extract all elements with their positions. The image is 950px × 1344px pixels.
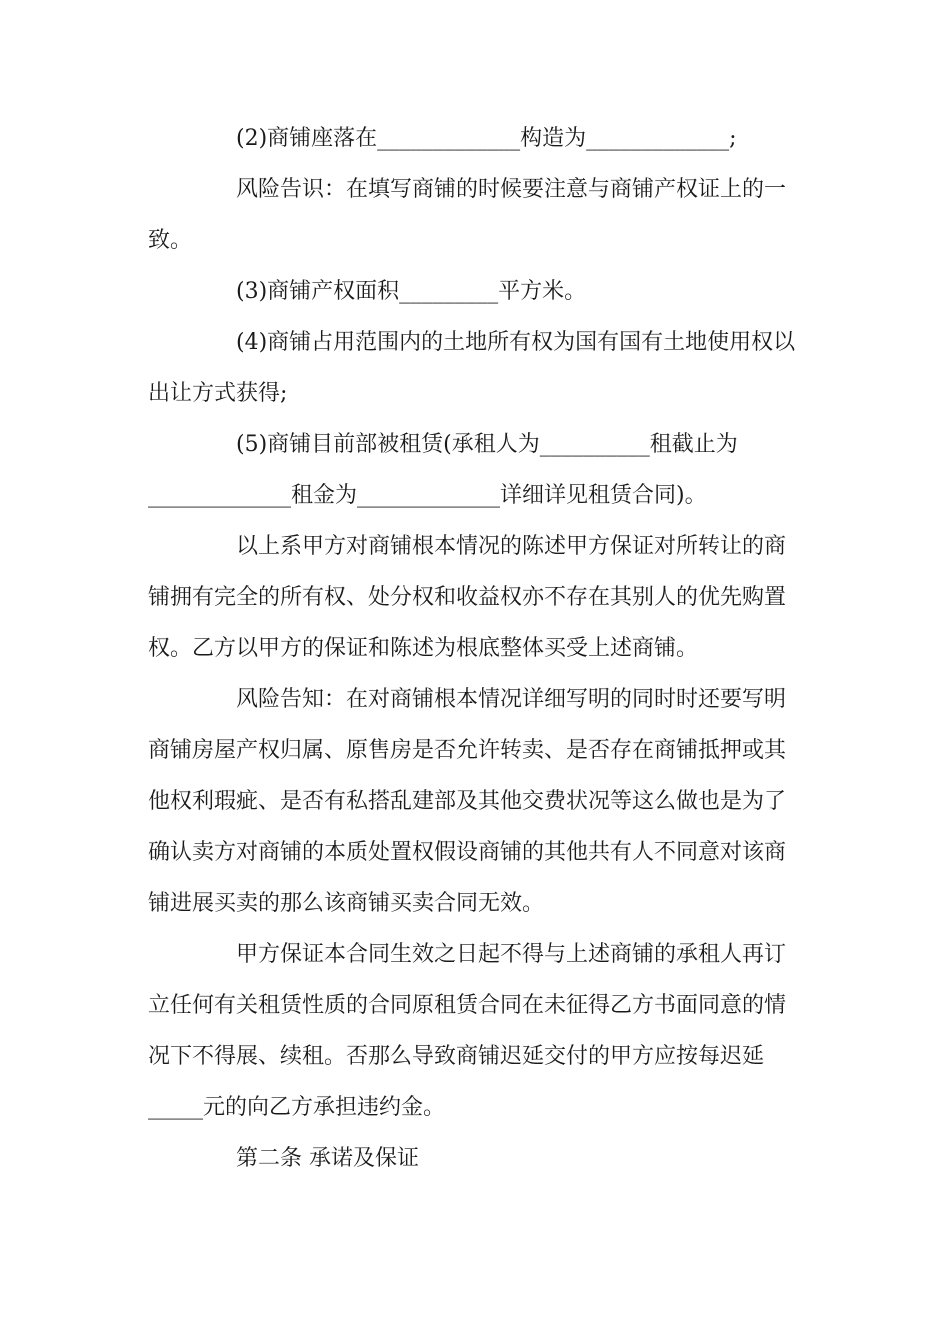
article-heading: 第二条 承诺及保证 xyxy=(236,1146,419,1171)
clause-location-paragraph: (2)商铺座落在_____________构造为_____________; xyxy=(236,126,737,151)
lease-restriction-paragraph: 甲方保证本合同生效之日起不得与上述商铺的承租人再订立任何有关租赁性质的合同原租赁合同在未征得乙方书面同意的情况下不得展、续租。否那么导致商铺迟延交付的甲方应按每迟延_____元的向乙方承担违约金。 xyxy=(148,942,787,1120)
seller-guarantee-paragraph: 以上系甲方对商铺根本情况的陈述甲方保证对所转让的商铺拥有完全的所有权、处分权和收益权亦不存在其别人的优先购置权。乙方以甲方的保证和陈述为根底整体买受上述商铺。 xyxy=(148,534,787,661)
risk-disclosure-paragraph: 风险告知：在对商铺根本情况详细写明的同时时还要写明商铺房屋产权归属、原售房是否允许转卖、是否存在商铺抵押或其他权利瑕疵、是否有私搭乱建部及其他交费状况等这么做也是为了确认卖方对商铺的本质处置权假设商铺的其他共有人不同意对该商铺进展买卖的那么该商铺买卖合同无效。 xyxy=(148,687,787,916)
risk-notice-paragraph: 风险告识：在填写商铺的时候要注意与商铺产权证上的一致。 xyxy=(148,177,787,253)
area-paragraph: (3)商铺产权面积_________平方米。 xyxy=(236,279,587,304)
lease-paragraph: (5)商铺目前部被租赁(承租人为__________租截止为_____________租金为_____________详细详见租赁合同)。 xyxy=(148,432,738,508)
document-body xyxy=(148,113,802,1184)
land-ownership-paragraph: (4)商铺占用范围内的土地所有权为国有国有土地使用权以出让方式获得; xyxy=(148,330,796,406)
